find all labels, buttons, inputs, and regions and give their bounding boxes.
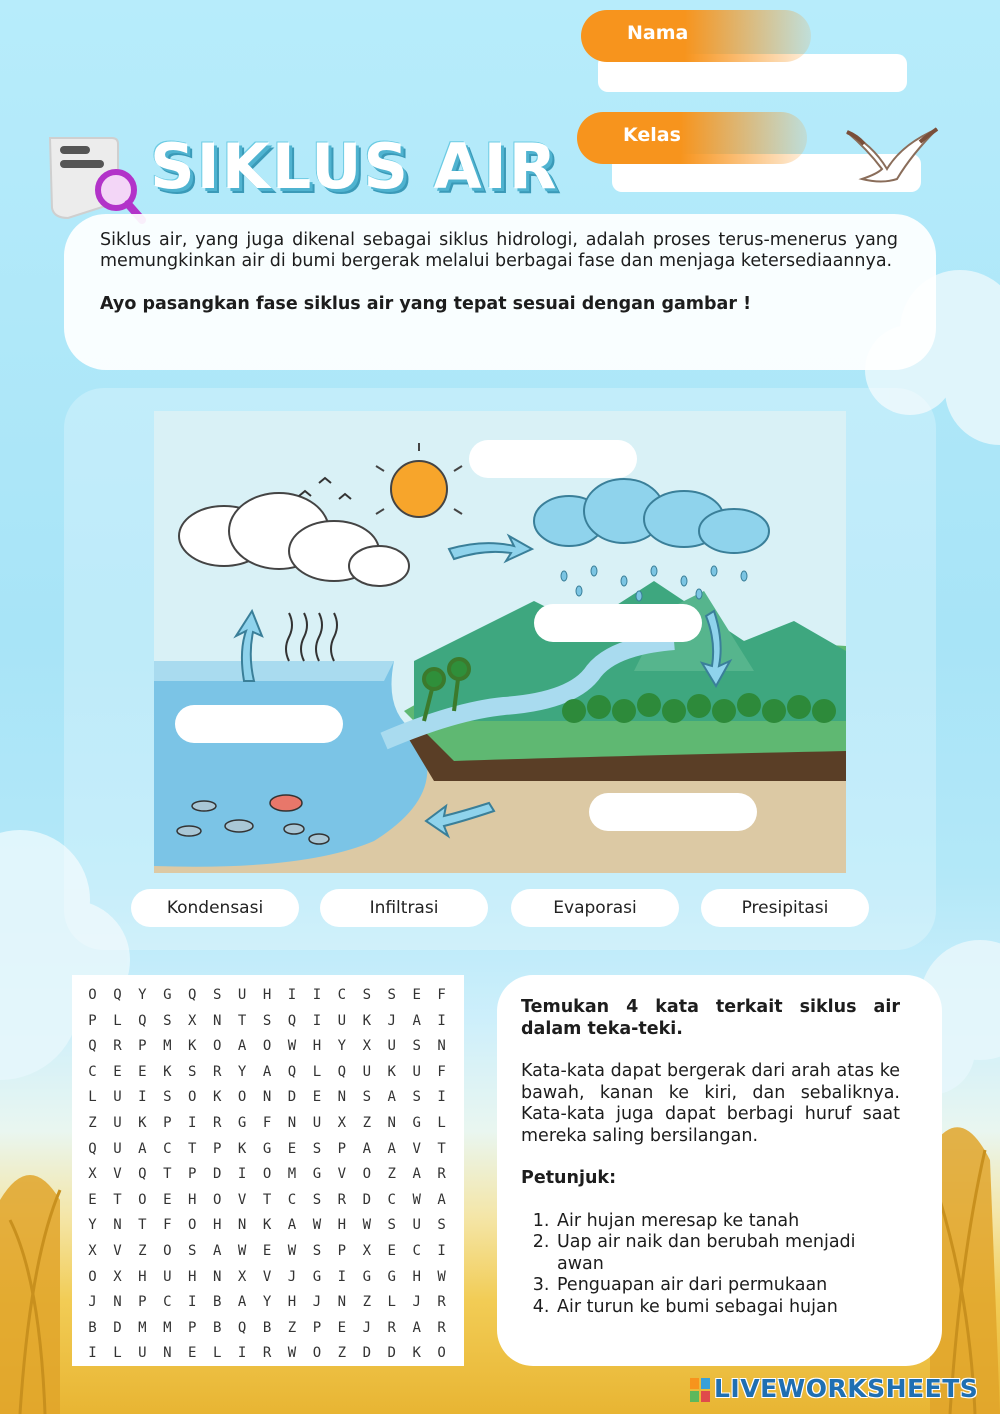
grid-cell[interactable]: H [287,1294,297,1311]
grid-cell[interactable]: T [113,1191,122,1208]
grid-cell[interactable]: O [262,1166,272,1183]
grid-cell[interactable]: J [387,1012,396,1029]
grid-cell[interactable]: O [262,1038,272,1055]
grid-cell[interactable]: O [362,1166,371,1183]
grid-cell[interactable]: P [163,1114,172,1131]
drop-zone-mountain[interactable] [534,604,702,642]
grid-cell[interactable]: L [212,1345,222,1362]
grid-cell[interactable]: I [312,1012,322,1029]
grid-cell[interactable]: C [88,1063,97,1080]
grid-cell[interactable]: Z [362,1294,371,1311]
grid-cell[interactable]: S [262,1012,272,1029]
grid-cell[interactable]: X [337,1114,347,1131]
grid-cell[interactable]: K [412,1345,421,1362]
grid-cell[interactable]: Y [138,987,147,1003]
grid-cell[interactable]: K [212,1089,222,1106]
grid-cell[interactable]: E [188,1345,197,1362]
grid-cell[interactable]: Q [88,1140,97,1157]
grid-cell[interactable]: K [387,1063,396,1080]
grid-cell[interactable]: N [113,1294,122,1311]
grid-cell[interactable]: V [412,1140,421,1157]
grid-cell[interactable]: S [387,1217,396,1234]
grid-cell[interactable]: P [337,1242,347,1259]
grid-cell[interactable]: P [337,1140,347,1157]
grid-cell[interactable]: U [113,1114,122,1131]
grid-cell[interactable]: W [287,1345,297,1362]
grid-cell[interactable]: A [412,1166,421,1183]
grid-cell[interactable]: X [113,1268,122,1285]
grid-cell[interactable]: G [262,1140,272,1157]
grid-cell[interactable]: Y [237,1063,247,1080]
puzzle-heading: Temukan 4 kata terkait siklus air dalam teka-teki. [521,997,900,1039]
grid-cell[interactable]: F [262,1114,272,1131]
grid-cell[interactable]: C [412,1242,421,1259]
grid-cell[interactable]: T [163,1166,172,1183]
page-title: SIKLUS AIR [150,130,559,203]
grid-cell[interactable]: N [212,1268,222,1285]
grid-cell[interactable]: B [212,1319,222,1336]
grid-cell[interactable]: U [412,1217,421,1234]
grid-cell[interactable]: I [138,1089,147,1106]
grid-cell[interactable]: R [212,1114,222,1131]
grid-cell[interactable]: U [113,1089,122,1106]
grid-cell[interactable]: A [237,1294,247,1311]
grid-cell[interactable]: O [188,1217,197,1234]
grid-cell[interactable]: P [138,1294,147,1311]
grid-cell[interactable]: U [362,1063,371,1080]
grid-cell[interactable]: O [138,1191,147,1208]
grid-cell[interactable]: R [437,1319,446,1336]
grid-cell[interactable]: H [138,1268,147,1285]
grid-cell[interactable]: H [412,1268,421,1285]
grid-cell[interactable]: X [88,1166,97,1183]
grid-cell[interactable]: V [262,1268,272,1285]
grid-cell[interactable]: E [287,1140,297,1157]
grid-row [80,1290,454,1316]
name-label: Nama [581,10,811,62]
grid-row [80,1034,454,1060]
grid-cell[interactable]: C [287,1191,297,1208]
grid-cell[interactable]: H [262,987,272,1003]
grid-cell[interactable]: G [163,987,172,1003]
grid-cell[interactable]: X [188,1012,197,1029]
grid-cell[interactable]: U [312,1114,322,1131]
grid-cell[interactable]: O [237,1089,247,1106]
grid-cell[interactable]: N [337,1294,347,1311]
grid-cell[interactable]: W [237,1242,247,1259]
grid-cell[interactable]: Y [337,1038,347,1055]
grid-cell[interactable]: I [237,1345,247,1362]
grid-row [80,1162,454,1188]
grid-cell[interactable]: E [412,987,421,1003]
grid-cell[interactable]: L [387,1294,396,1311]
grid-cell[interactable]: R [387,1319,396,1336]
grid-cell[interactable]: E [163,1191,172,1208]
grid-cell[interactable]: N [337,1089,347,1106]
grid-cell[interactable]: M [138,1319,147,1336]
grid-cell[interactable]: Q [88,1038,97,1055]
grid-cell[interactable]: S [163,1012,172,1029]
grid-cell[interactable]: H [188,1268,197,1285]
grid-cell[interactable]: A [362,1140,371,1157]
grid-cell[interactable]: V [337,1166,347,1183]
hint-list [521,1211,900,1319]
grid-cell[interactable]: X [362,1242,371,1259]
word-search-grid[interactable] [72,975,464,1366]
grid-cell[interactable]: A [412,1012,421,1029]
grid-cell[interactable]: R [262,1345,272,1362]
grid-cell[interactable]: T [188,1140,197,1157]
grid-cell[interactable]: Q [237,1319,247,1336]
grid-cell[interactable]: G [362,1268,371,1285]
liveworksheets-logo-icon [690,1378,710,1402]
grid-cell[interactable]: O [212,1038,222,1055]
hint-item: 4. Air turun ke bumi sebagai hujan [555,1297,900,1319]
grid-cell[interactable]: N [163,1345,172,1362]
grid-cell[interactable]: U [237,987,247,1003]
grid-cell[interactable]: Q [287,1012,297,1029]
grid-cell[interactable]: U [163,1268,172,1285]
grid-row [80,1085,454,1111]
grid-cell[interactable]: I [437,1089,446,1106]
grid-cell[interactable]: E [337,1319,347,1336]
grid-cell[interactable]: W [287,1242,297,1259]
grid-cell[interactable]: A [237,1038,247,1055]
grid-cell[interactable]: F [163,1217,172,1234]
grid-cell[interactable]: P [138,1038,147,1055]
grid-cell[interactable]: O [88,1268,97,1285]
drop-zone-sea[interactable] [175,705,343,743]
grid-cell[interactable]: O [437,1345,446,1362]
hint-item: 3. Penguapan air dari permukaan [555,1275,900,1297]
grid-cell[interactable]: D [212,1166,222,1183]
grid-cell[interactable]: K [138,1114,147,1131]
grid-cell[interactable]: K [262,1217,272,1234]
grid-cell[interactable]: S [188,1063,197,1080]
brand-wordmark: LIVEWORKSHEETS [714,1374,979,1403]
grid-cell[interactable]: I [237,1166,247,1183]
grid-cell[interactable]: V [237,1191,247,1208]
grid-cell[interactable]: G [387,1268,396,1285]
grid-cell[interactable]: U [138,1345,147,1362]
grid-cell[interactable]: A [287,1217,297,1234]
grid-cell[interactable]: J [362,1319,371,1336]
grid-cell[interactable]: G [237,1114,247,1131]
grid-cell[interactable]: R [437,1294,446,1311]
grid-cell[interactable]: P [212,1140,222,1157]
grid-cell[interactable]: A [412,1319,421,1336]
grid-cell[interactable]: B [212,1294,222,1311]
grid-cell[interactable]: G [312,1268,322,1285]
grid-cell[interactable]: E [262,1242,272,1259]
grid-row [80,1060,454,1086]
grid-cell[interactable]: M [287,1166,297,1183]
grid-row [80,1265,454,1291]
grid-cell[interactable]: H [188,1191,197,1208]
hint-item: 1. Air hujan meresap ke tanah [555,1211,900,1233]
grid-cell[interactable]: N [387,1114,396,1131]
grid-cell[interactable]: Q [287,1063,297,1080]
grid-cell[interactable]: S [437,1217,446,1234]
hint-item: 2. Uap air naik dan berubah menjadi awan [555,1232,900,1275]
grid-cell[interactable]: Q [138,1166,147,1183]
grid-cell[interactable]: Z [362,1114,371,1131]
grid-row [80,1188,454,1214]
grid-cell[interactable]: C [163,1140,172,1157]
grid-cell[interactable]: A [437,1191,446,1208]
grid-cell[interactable]: L [113,1012,122,1029]
grid-cell[interactable]: G [412,1114,421,1131]
grid-cell[interactable]: A [138,1140,147,1157]
grid-cell[interactable]: I [188,1294,197,1311]
grid-row [80,1213,454,1239]
grid-cell[interactable]: R [113,1038,122,1055]
grid-cell[interactable]: T [262,1191,272,1208]
grid-cell[interactable]: Q [188,987,197,1003]
grid-cell[interactable]: O [212,1191,222,1208]
grid-row [80,1137,454,1163]
grid-cell[interactable]: X [237,1268,247,1285]
grid-cell[interactable]: R [337,1191,347,1208]
grid-row [80,1009,454,1035]
grid-cell[interactable]: O [88,987,97,1003]
grid-cell[interactable]: S [163,1089,172,1106]
option-kondensasi[interactable]: Kondensasi [131,889,299,927]
grid-cell[interactable]: C [163,1294,172,1311]
document-search-icon [44,132,148,224]
grid-cell[interactable]: Y [88,1217,97,1234]
grid-cell[interactable]: R [437,1166,446,1183]
grid-cell[interactable]: N [237,1217,247,1234]
grid-cell[interactable]: L [312,1063,322,1080]
grid-cell[interactable]: W [312,1217,322,1234]
grid-cell[interactable]: N [262,1089,272,1106]
grid-cell[interactable]: S [212,987,222,1003]
grid-cell[interactable]: N [212,1012,222,1029]
grid-cell[interactable]: O [163,1242,172,1259]
grid-cell[interactable]: X [88,1242,97,1259]
grid-cell[interactable]: R [212,1063,222,1080]
grid-cell[interactable]: M [163,1319,172,1336]
seagull-icon [842,124,942,194]
grid-cell[interactable]: J [412,1294,421,1311]
grid-cell[interactable]: D [362,1191,371,1208]
drop-zone-ground[interactable] [589,793,757,831]
grid-cell[interactable]: A [262,1063,272,1080]
grid-cell[interactable]: I [337,1268,347,1285]
grid-cell[interactable]: E [88,1191,97,1208]
grid-cell[interactable]: L [88,1089,97,1106]
grid-cell[interactable]: F [437,1063,446,1080]
grid-cell[interactable]: D [287,1089,297,1106]
option-presipitasi[interactable]: Presipitasi [701,889,869,927]
grid-cell[interactable]: Q [337,1063,347,1080]
grid-cell[interactable]: L [437,1114,446,1131]
grid-cell[interactable]: E [113,1063,122,1080]
grid-cell[interactable]: W [287,1038,297,1055]
grid-cell[interactable]: Z [337,1345,347,1362]
grid-cell[interactable]: B [88,1319,97,1336]
grid-cell[interactable]: S [387,987,396,1003]
grid-row [80,1341,454,1367]
grid-row [80,1239,454,1265]
grid-cell[interactable]: S [312,1242,322,1259]
grid-cell[interactable]: V [113,1166,122,1183]
grid-cell[interactable]: U [113,1140,122,1157]
grid-cell[interactable]: U [387,1038,396,1055]
grid-cell[interactable]: P [188,1166,197,1183]
grid-cell[interactable]: E [312,1089,322,1106]
grid-cell[interactable]: H [337,1217,347,1234]
puzzle-body: Kata-kata dapat bergerak dari arah atas ke bawah, kanan ke kiri, dan sebaliknya. Kata-kata juga dapat berbagi huruf saat mereka saling bersilangan. [521,1061,900,1146]
grid-cell[interactable]: Y [262,1294,272,1311]
grid-cell[interactable]: J [312,1294,322,1311]
grid-cell[interactable]: X [362,1038,371,1055]
hint-title: Petunjuk: [521,1168,617,1188]
grid-cell[interactable]: P [188,1319,197,1336]
grid-cell[interactable]: V [113,1242,122,1259]
grid-cell[interactable]: U [412,1063,421,1080]
grid-cell[interactable]: C [337,987,347,1003]
grid-cell[interactable]: N [287,1114,297,1131]
grid-cell[interactable]: W [412,1191,421,1208]
grid-cell[interactable]: I [437,1242,446,1259]
grid-cell[interactable]: W [362,1217,371,1234]
grid-cell[interactable]: B [262,1319,272,1336]
intro-paragraph: Siklus air, yang juga dikenal sebagai siklus hidrologi, adalah proses terus-menerus yang memungkinkan air di bumi bergerak melalui berbagai fase dan menjaga ketersediaannya. [100,230,898,271]
grid-cell[interactable]: E [138,1063,147,1080]
grid-cell[interactable]: I [188,1114,197,1131]
grid-cell[interactable]: H [312,1038,322,1055]
grid-cell[interactable]: J [287,1268,297,1285]
grid-cell[interactable]: U [337,1012,347,1029]
grid-cell[interactable]: S [412,1038,421,1055]
grid-cell[interactable]: J [88,1294,97,1311]
grid-cell[interactable]: K [362,1012,371,1029]
grid-row [80,983,454,1009]
grid-cell[interactable]: T [237,1012,247,1029]
grid-cell[interactable]: D [387,1345,396,1362]
grid-cell[interactable]: T [138,1217,147,1234]
grid-cell[interactable]: D [113,1319,122,1336]
option-evaporasi[interactable]: Evaporasi [511,889,679,927]
grid-cell[interactable]: I [287,987,297,1003]
grid-cell[interactable]: G [312,1166,322,1183]
grid-cell[interactable]: H [212,1217,222,1234]
grid-cell[interactable]: Z [387,1166,396,1183]
grid-cell[interactable]: I [88,1345,97,1362]
grid-cell[interactable]: Z [138,1242,147,1259]
grid-cell[interactable]: I [312,987,322,1003]
matching-instruction: Ayo pasangkan fase siklus air yang tepat sesuai dengan gambar ! [100,294,752,314]
grid-cell[interactable]: S [362,987,371,1003]
grid-row [80,1111,454,1137]
grid-cell[interactable]: Q [113,987,122,1003]
grid-cell[interactable]: S [312,1191,322,1208]
grid-cell[interactable]: W [437,1268,446,1285]
grid-cell[interactable]: Z [287,1319,297,1336]
grid-cell[interactable]: C [387,1191,396,1208]
grid-cell[interactable]: E [387,1242,396,1259]
grid-cell[interactable]: S [312,1140,322,1157]
grid-cell[interactable]: O [188,1089,197,1106]
grid-cell[interactable]: O [312,1345,322,1362]
grid-cell[interactable]: Z [88,1114,97,1131]
grid-cell[interactable]: A [212,1242,222,1259]
grid-cell[interactable]: M [163,1038,172,1055]
option-infiltrasi[interactable]: Infiltrasi [320,889,488,927]
grid-row [80,1316,454,1342]
grid-cell[interactable]: Q [138,1012,147,1029]
grid-cell[interactable]: F [437,987,446,1003]
drop-zone-top[interactable] [469,440,637,478]
grid-cell[interactable]: K [188,1038,197,1055]
grid-cell[interactable]: P [312,1319,322,1336]
grid-cell[interactable]: L [113,1345,122,1362]
grid-cell[interactable]: T [437,1140,446,1157]
grid-cell[interactable]: N [437,1038,446,1055]
grid-cell[interactable]: A [387,1140,396,1157]
intro-card [64,214,936,370]
grid-cell[interactable]: K [163,1063,172,1080]
grid-cell[interactable]: N [113,1217,122,1234]
grid-cell[interactable]: D [362,1345,371,1362]
grid-cell[interactable]: P [88,1012,97,1029]
class-label: Kelas [577,112,807,164]
grid-cell[interactable]: S [362,1089,371,1106]
grid-cell[interactable]: K [237,1140,247,1157]
grid-cell[interactable]: S [412,1089,421,1106]
puzzle-instructions-card [497,975,942,1366]
grid-cell[interactable]: A [387,1089,396,1106]
grid-cell[interactable]: S [188,1242,197,1259]
grid-cell[interactable]: I [437,1012,446,1029]
